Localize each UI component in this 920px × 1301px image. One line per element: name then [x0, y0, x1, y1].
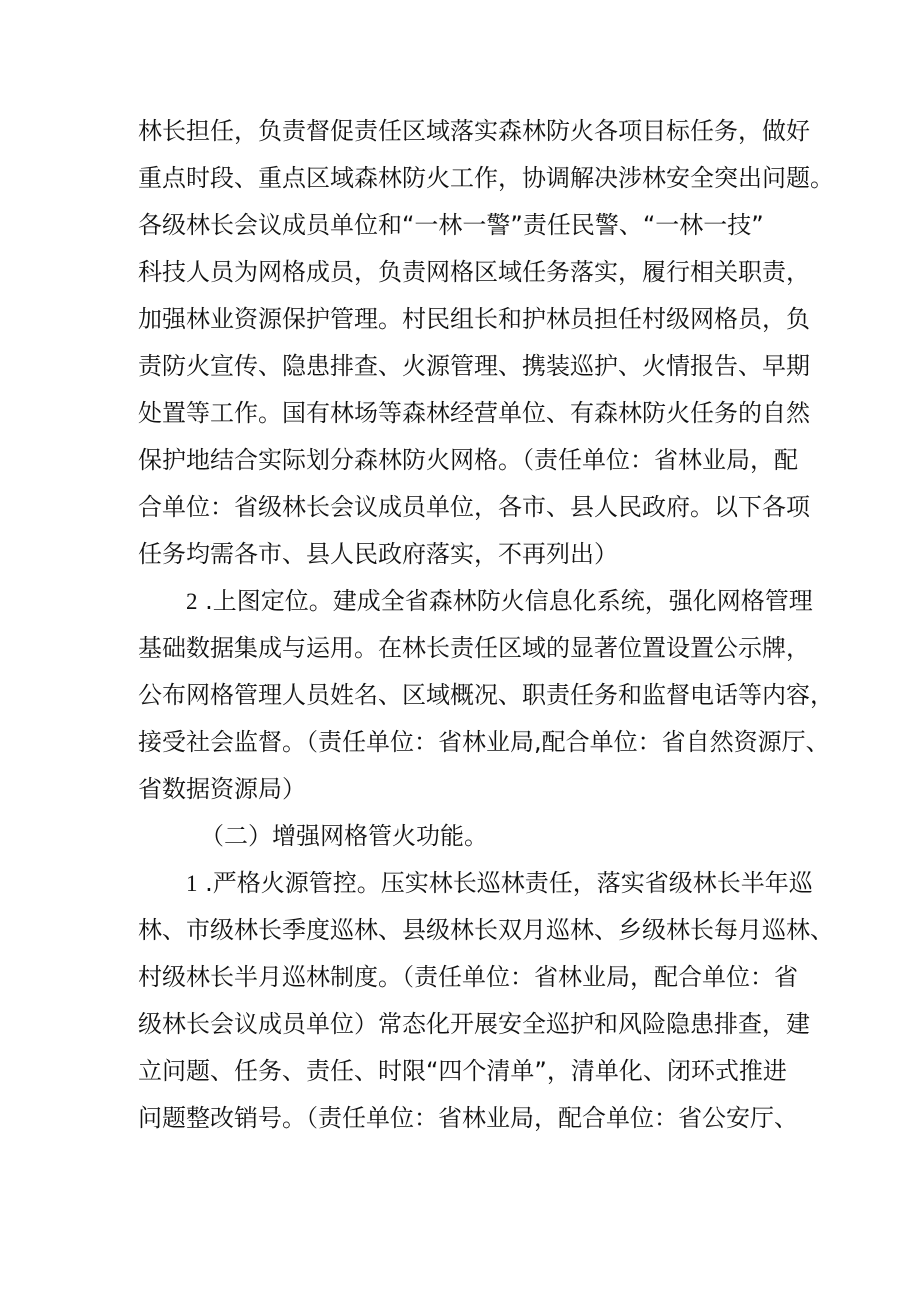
paragraph-line: 科技人员为网格成员，负责网格区域任务落实，履行相关职责， — [138, 258, 810, 286]
section-heading: （二）增强网格管火功能。 — [200, 822, 488, 850]
paragraph-line: 基础数据集成与运用。在林长责任区域的显著位置设置公示牌， — [138, 634, 810, 662]
paragraph-line: 各级林长会议成员单位和“一林一警”责任民警、“一林一技” — [138, 211, 764, 239]
paragraph-line: 任务均需各市、县人民政府落实，不再列出） — [138, 540, 618, 568]
paragraph-line: 问题整改销号。（责任单位：省林业局，配合单位：省公安厅、 — [138, 1104, 798, 1132]
paragraph-line: 级林长会议成员单位）常态化开展安全巡护和风险隐患排查，建 — [138, 1010, 810, 1038]
paragraph-line: 保护地结合实际划分森林防火网格。（责任单位：省林业局，配 — [138, 446, 798, 474]
item-text: .上图定位。建成全省森林防火信息化系统，强化网格管理 — [205, 587, 813, 615]
paragraph-line: 加强林业资源保护管理。村民组长和护林员担任村级网格员，负 — [138, 305, 810, 333]
paragraph-line: 公布网格管理人员姓名、区域概况、职责任务和监督电话等内容， — [138, 681, 834, 709]
paragraph-line: 村级林长半月巡林制度。（责任单位：省林业局，配合单位：省 — [138, 963, 798, 991]
paragraph-line: 合单位：省级林长会议成员单位，各市、县人民政府。以下各项 — [138, 493, 810, 521]
paragraph-line: 接受社会监督。（责任单位：省林业局,配合单位：省自然资源厅、 — [138, 728, 830, 756]
item-text: .严格火源管控。压实林长巡林责任，落实省级林长半年巡 — [205, 869, 813, 897]
paragraph-line: 重点时段、重点区域森林防火工作，协调解决涉林安全突出问题。 — [138, 164, 834, 192]
item-number: 2 — [186, 589, 198, 614]
item-number: 1 — [186, 871, 198, 896]
paragraph-line: 林、市级林长季度巡林、县级林长双月巡林、乡级林长每月巡林、 — [138, 916, 834, 944]
list-item-2 — [186, 587, 813, 616]
paragraph-line: 立问题、任务、责任、时限“四个清单”，清单化、闭环式推进 — [138, 1057, 787, 1085]
list-item-1 — [186, 869, 813, 898]
paragraph-line: 林长担任，负责督促责任区域落实森林防火各项目标任务，做好 — [138, 117, 810, 145]
paragraph-line: 责防火宣传、隐患排查、火源管理、携装巡护、火情报告、早期 — [138, 352, 810, 380]
paragraph-line: 省数据资源局） — [138, 775, 306, 803]
paragraph-line: 处置等工作。国有林场等森林经营单位、有森林防火任务的自然 — [138, 399, 810, 427]
